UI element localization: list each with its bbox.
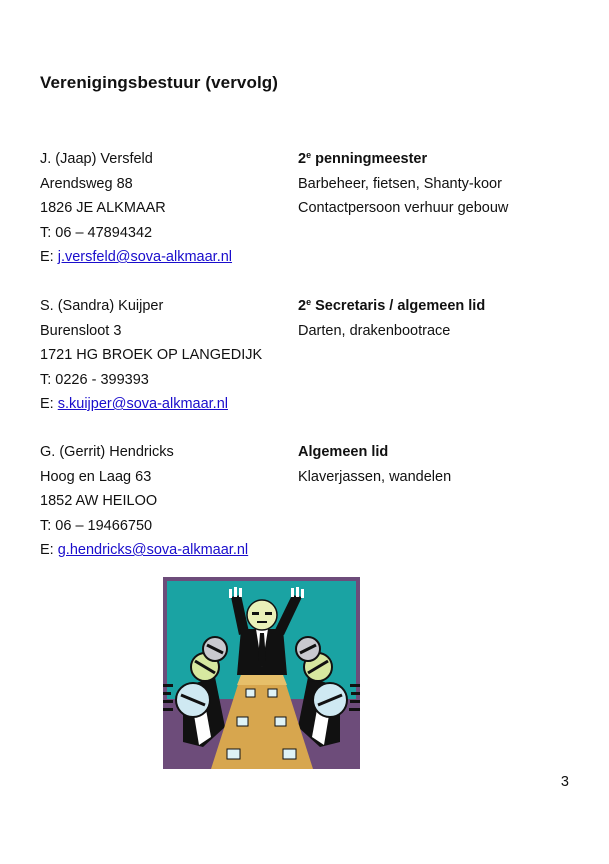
role-text: Secretaris / algemeen lid — [311, 298, 486, 314]
member-task: Contactpersoon verhuur gebouw — [298, 200, 509, 216]
member-email-line — [40, 245, 290, 270]
member-role — [298, 440, 578, 465]
member-address — [40, 294, 290, 417]
member-role — [298, 147, 578, 172]
member-city: 1721 HG BROEK OP LANGEDIJK — [40, 347, 263, 363]
member-name: G. (Gerrit) Hendricks — [40, 444, 174, 460]
member-role — [298, 294, 578, 319]
member-role-info — [298, 147, 578, 221]
email-prefix: E: — [40, 249, 58, 265]
role-text: penningmeester — [311, 151, 428, 167]
member-street: Burensloot 3 — [40, 322, 122, 339]
page-number: 3 — [560, 774, 569, 790]
email-link[interactable]: s.kuijper@sova-alkmaar.nl — [57, 396, 228, 412]
role-number: 2 — [298, 298, 307, 314]
member-street: Hoog en Laag 63 — [40, 468, 152, 485]
member-task: Barbeheer, fietsen, Shanty-koor — [298, 175, 502, 192]
member-phone: T: 06 – 19466750 — [40, 517, 153, 534]
member-phone: T: 0226 - 399393 — [40, 371, 149, 388]
member-email-line — [40, 538, 290, 563]
member-city: 1826 JE ALKMAAR — [40, 200, 166, 216]
role-superscript: e — [306, 297, 312, 307]
member-phone: T: 06 – 47894342 — [40, 224, 153, 241]
member-email-line — [40, 392, 290, 417]
member-city: 1852 AW HEILOO — [40, 493, 158, 509]
member-name: J. (Jaap) Versfeld — [40, 151, 153, 167]
role-text: Algemeen lid — [298, 444, 389, 460]
member-role-info — [298, 440, 578, 489]
member-address — [40, 440, 290, 563]
email-link[interactable]: g.hendricks@sova-alkmaar.nl — [57, 542, 249, 558]
member-task: Darten, drakenbootrace — [298, 322, 451, 339]
member-name: S. (Sandra) Kuijper — [40, 298, 164, 314]
member-task: Klaverjassen, wandelen — [298, 468, 452, 485]
member-role-info — [298, 294, 578, 343]
email-prefix: E: — [40, 542, 58, 558]
page-title: Verenigingsbestuur (vervolg) — [40, 73, 279, 92]
email-prefix: E: — [40, 396, 58, 412]
role-number: 2 — [298, 151, 307, 167]
member-street: Arendsweg 88 — [40, 175, 133, 192]
member-address — [40, 147, 290, 270]
board-meeting-illustration — [163, 577, 360, 769]
email-link[interactable]: j.versfeld@sova-alkmaar.nl — [57, 249, 233, 265]
role-superscript: e — [306, 150, 312, 160]
